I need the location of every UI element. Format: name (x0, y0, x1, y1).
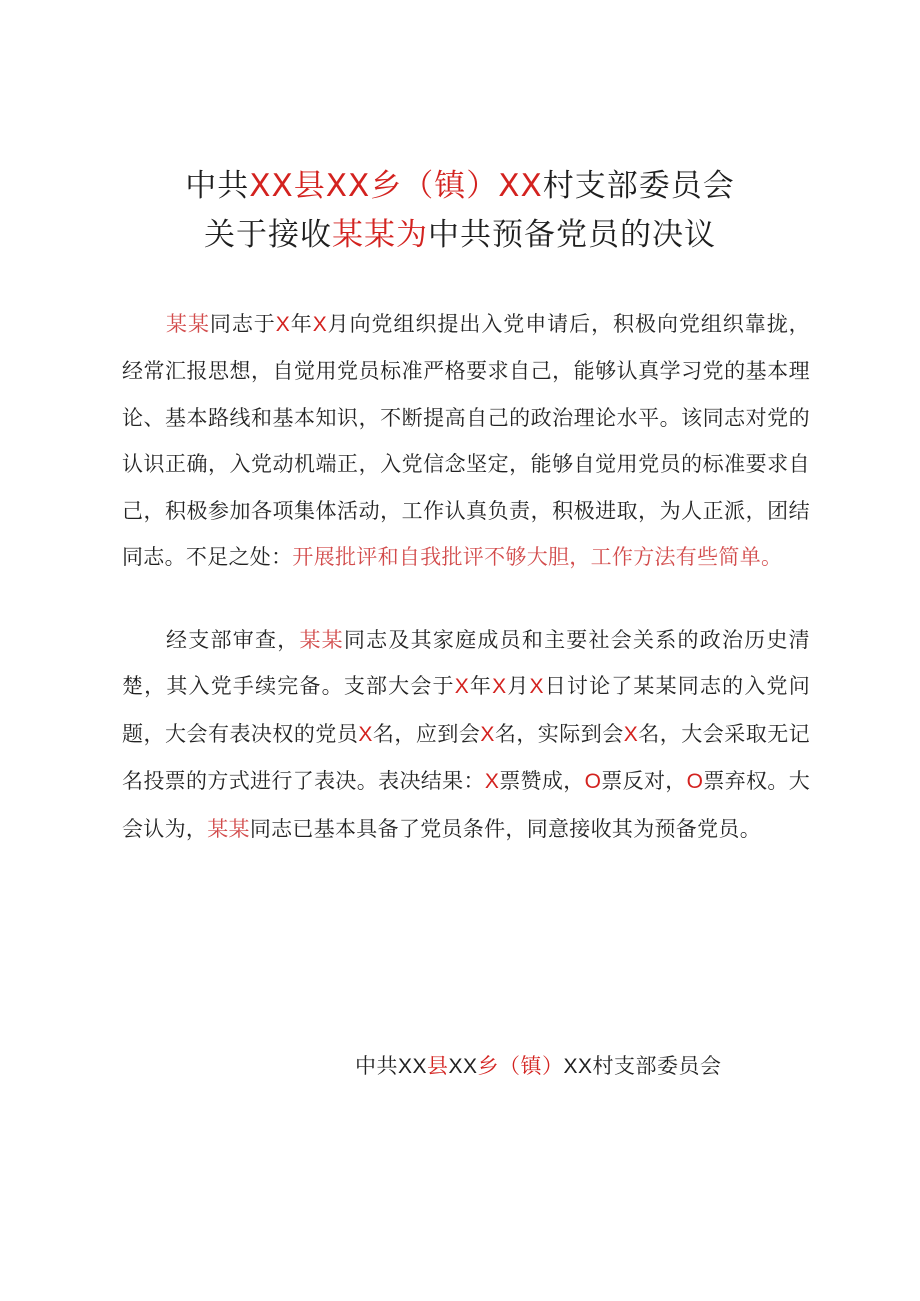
title-prefix: 中共 (185, 168, 250, 204)
title-town: XX乡（镇） (325, 168, 499, 204)
p2-oppose: O (584, 770, 602, 794)
p2-expected: X (480, 722, 495, 746)
title-suffix: 村支部委员会 (542, 168, 735, 204)
p2-voters: X (358, 722, 373, 746)
p1-year: X (275, 313, 291, 336)
title-line-2 (0, 215, 920, 255)
title-village: XX (498, 168, 543, 204)
p2-month: X (492, 675, 507, 699)
signature (355, 1048, 795, 1085)
p2-text-4: 月 (506, 674, 530, 699)
p2-text-5: 日讨论了某某同志的入党问题，大会有表决权的党员 (122, 674, 811, 746)
p2-text-8: 名，大会采取无记名投票的方式进行了表决。表决结果： (122, 721, 810, 794)
p2-text-7: 名，实际到会 (494, 721, 624, 746)
p2-day: X (529, 675, 544, 699)
p1-text-3: 月向党组织提出入党申请后，积极向党组织靠拢，经常汇报思想，自觉用党员标准严格要求自己，能够认真学习党的基本理论、基本路线和基本知识，不断提高自己的政治理论水平。该同志对党的认识正确，入党动机端正，入党信念坚定，能够自觉用党员的标准要求自己，积极参加各项集体活动，工作认真负责，积极进取，为人正派，团结同志。不足之处： (122, 312, 810, 570)
p2-abstain: O (686, 770, 704, 794)
title2-name: 某某为 (332, 217, 428, 253)
title2-suffix: 中共预备党员的决议 (428, 217, 716, 253)
title-line-1 (0, 166, 920, 206)
p2-name-1: 某某 (299, 628, 344, 652)
sig-town: XX (448, 1055, 478, 1078)
p2-text-9: 票赞成， (499, 769, 585, 794)
p1-text-2: 年 (290, 312, 313, 336)
sig-village: XX (563, 1055, 593, 1078)
paragraph-2 (122, 617, 810, 852)
p2-text-3: 年 (469, 674, 493, 699)
p2-text-10: 票反对， (601, 769, 687, 794)
sig-suffix: 村支部委员会 (592, 1054, 722, 1078)
p2-approve: X (484, 770, 500, 794)
sig-town-suffix: 乡（镇） (477, 1054, 564, 1078)
p2-text-6: 名，应到会 (372, 721, 481, 746)
p1-month: X (312, 313, 327, 336)
p2-name-2: 某某 (207, 816, 250, 841)
p1-name: 某某 (166, 312, 210, 336)
p2-text-1: 经支部审查， (166, 628, 300, 652)
sig-prefix: 中共 (355, 1054, 398, 1078)
p1-text-1: 同志于 (209, 312, 276, 336)
p2-text-11: 票弃权。大会认为， (122, 769, 810, 841)
p2-text-2: 同志及其家庭成员和主要社会关系的政治历史清楚，其入党手续完备。支部大会于 (122, 628, 810, 699)
title-county: XX县 (249, 168, 326, 204)
sig-county-suffix: 县 (427, 1054, 449, 1078)
p2-year: X (454, 675, 470, 699)
title2-prefix: 关于接收 (204, 217, 332, 253)
p2-text-12: 同志已基本具备了党员条件，同意接收其为预备党员。 (249, 816, 762, 841)
paragraph-1 (122, 301, 810, 580)
p2-actual: X (623, 722, 639, 746)
sig-county: XX (398, 1055, 428, 1078)
p1-shortcoming: 开展批评和自我批评不够大胆，工作方法有些简单。 (292, 545, 783, 570)
